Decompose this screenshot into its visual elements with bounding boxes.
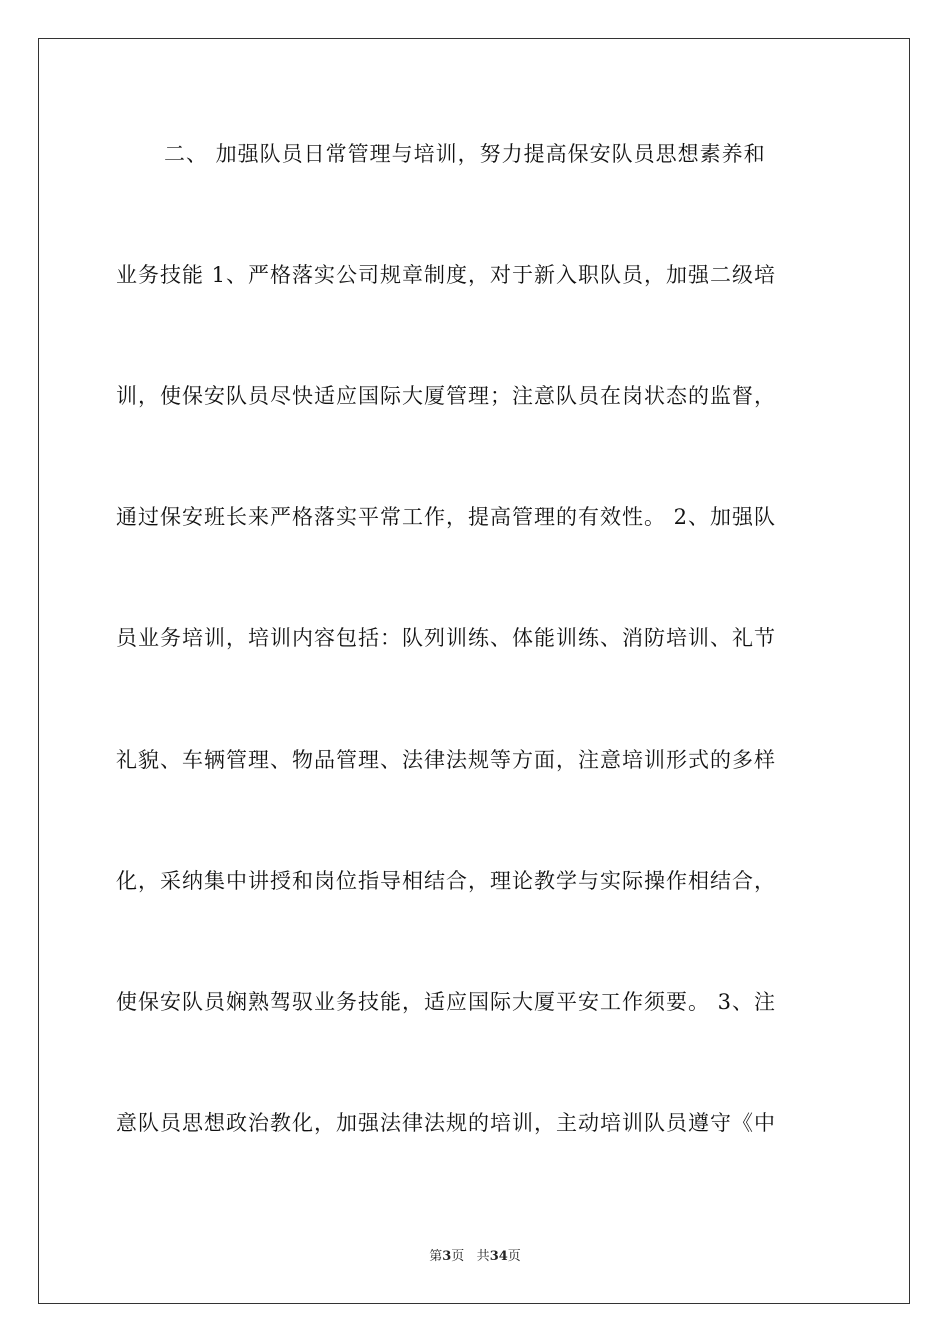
paragraph-line-4: 通过保安班长来严格落实平常工作，提高管理的有效性。 2、加强队 <box>116 505 777 529</box>
footer-page-suffix: 页 <box>451 1249 465 1264</box>
footer-page-number: 3 <box>442 1249 452 1264</box>
paragraph-line-7: 化，采纳集中讲授和岗位指导相结合，理论教学与实际操作相结合， <box>116 869 776 893</box>
footer-total-prefix: 共 <box>476 1249 490 1264</box>
footer-total-pages: 34 <box>489 1249 508 1264</box>
paragraph-line-5: 员业务培训，培训内容包括：队列训练、体能训练、消防培训、礼节 <box>116 626 776 650</box>
footer-total-suffix: 页 <box>507 1249 521 1264</box>
paragraph-line-2: 业务技能 1、严格落实公司规章制度，对于新入职队员，加强二级培 <box>116 263 777 287</box>
paragraph-line-6: 礼貌、车辆管理、物品管理、法律法规等方面，注意培训形式的多样 <box>116 748 776 772</box>
paragraph-line-9: 意队员思想政治教化，加强法律法规的培训，主动培训队员遵守《中 <box>116 1111 776 1135</box>
footer-page-prefix: 第 <box>429 1249 443 1264</box>
paragraph-line-8: 使保安队员娴熟驾驭业务技能，适应国际大厦平安工作须要。 3、注 <box>116 990 777 1014</box>
paragraph-line-3: 训，使保安队员尽快适应国际大厦管理；注意队员在岗状态的监督， <box>116 384 776 408</box>
paragraph-line-1: 二、 加强队员日常管理与培训，努力提高保安队员思想素养和 <box>164 142 766 166</box>
page-footer <box>0 1248 950 1266</box>
